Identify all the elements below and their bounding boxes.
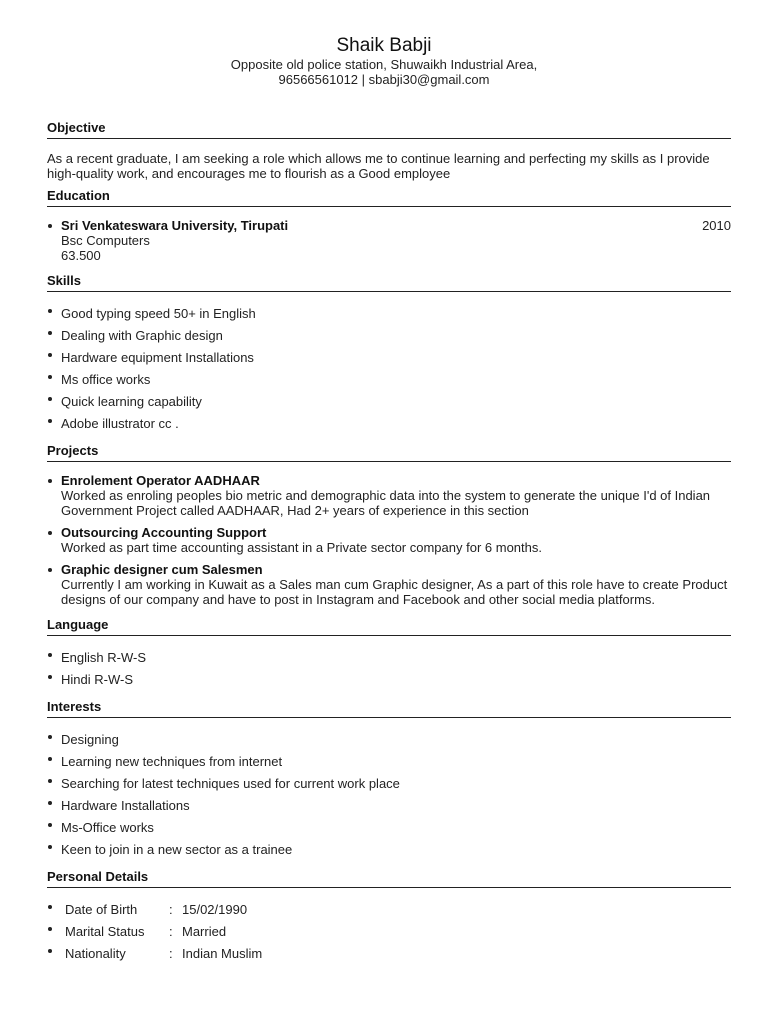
- language-item: Hindi R-W-S: [47, 669, 731, 691]
- personal-details-list: [47, 899, 731, 965]
- detail-separator: :: [169, 924, 173, 939]
- skill-item: Hardware equipment Installations: [47, 347, 731, 369]
- personal-detail-row: [47, 899, 731, 921]
- resume-content: [47, 119, 731, 965]
- detail-key: Nationality: [65, 946, 126, 961]
- project-item: [47, 562, 731, 607]
- education-degree: Bsc Computers: [61, 233, 150, 248]
- project-name: Enrolement Operator AADHAAR: [61, 473, 260, 488]
- skills-list: [47, 303, 731, 435]
- interest-item: Searching for latest techniques used for current work place: [47, 773, 731, 795]
- interest-item: Ms-Office works: [47, 817, 731, 839]
- education-year: 2010: [702, 218, 731, 233]
- interests-section: [47, 698, 731, 861]
- project-name: Outsourcing Accounting Support: [61, 525, 267, 540]
- candidate-name: Shaik Babji: [336, 35, 432, 56]
- interest-item: Hardware Installations: [47, 795, 731, 817]
- objective-text: As a recent graduate, I am seeking a role which allows me to continue learning and perfecting my skills as I provide high-quality work, and encourages me to flourish as a Good employee: [47, 151, 710, 181]
- project-name: Graphic designer cum Salesmen: [61, 562, 263, 577]
- interest-item: Keen to join in a new sector as a trainee: [47, 839, 731, 861]
- objective-section: [47, 119, 731, 181]
- personal-detail-row: [47, 943, 731, 965]
- project-description: Worked as enroling peoples bio metric and demographic data into the system to generate the unique I'd of Indian Government Project called AADHAAR, Had 2+ years of experience in this section: [61, 488, 711, 518]
- resume-header: [0, 0, 768, 87]
- skill-item: Quick learning capability: [47, 391, 731, 413]
- section-title-education: Education: [47, 187, 731, 207]
- language-list: [47, 647, 731, 691]
- personal-detail-row: [47, 921, 731, 943]
- education-section: [47, 187, 731, 263]
- skill-item: Adobe illustrator cc .: [47, 413, 731, 435]
- education-score: 63.500: [61, 248, 101, 263]
- section-title-personal-details: Personal Details: [47, 868, 731, 888]
- detail-value: 15/02/1990: [182, 902, 248, 917]
- section-title-interests: Interests: [47, 698, 731, 718]
- detail-key: Date of Birth: [65, 902, 138, 917]
- projects-section: [47, 442, 731, 607]
- education-item: [47, 218, 731, 263]
- project-item: [47, 525, 731, 555]
- education-institution: Sri Venkateswara University, Tirupati: [61, 218, 289, 233]
- language-section: [47, 616, 731, 691]
- interests-list: [47, 729, 731, 861]
- section-title-skills: Skills: [47, 272, 731, 292]
- personal-details-section: [47, 868, 731, 965]
- language-item: English R-W-S: [47, 647, 731, 669]
- education-list: [47, 218, 731, 263]
- detail-key: Marital Status: [65, 924, 145, 939]
- detail-separator: :: [169, 946, 173, 961]
- section-title-objective: Objective: [47, 119, 731, 139]
- interest-item: Designing: [47, 729, 731, 751]
- project-description: Worked as part time accounting assistant in a Private sector company for 6 months.: [61, 540, 542, 555]
- contact-line: 96566561012 | sbabji30@gmail.com: [278, 72, 490, 87]
- skill-item: Ms office works: [47, 369, 731, 391]
- section-title-language: Language: [47, 616, 731, 636]
- project-item: [47, 473, 731, 518]
- skills-section: [47, 272, 731, 435]
- detail-separator: :: [169, 902, 173, 917]
- detail-value: Married: [182, 924, 227, 939]
- detail-value: Indian Muslim: [182, 946, 263, 961]
- skill-item: Dealing with Graphic design: [47, 325, 731, 347]
- section-title-projects: Projects: [47, 442, 731, 462]
- project-description: Currently I am working in Kuwait as a Sales man cum Graphic designer, As a part of this role have to create Product designs of our company and have to post in Instagram and Facebook and other social media platforms.: [61, 577, 728, 607]
- interest-item: Learning new techniques from internet: [47, 751, 731, 773]
- address-line: Opposite old police station, Shuwaikh Industrial Area,: [230, 57, 538, 72]
- skill-item: Good typing speed 50+ in English: [47, 303, 731, 325]
- projects-list: [47, 473, 731, 607]
